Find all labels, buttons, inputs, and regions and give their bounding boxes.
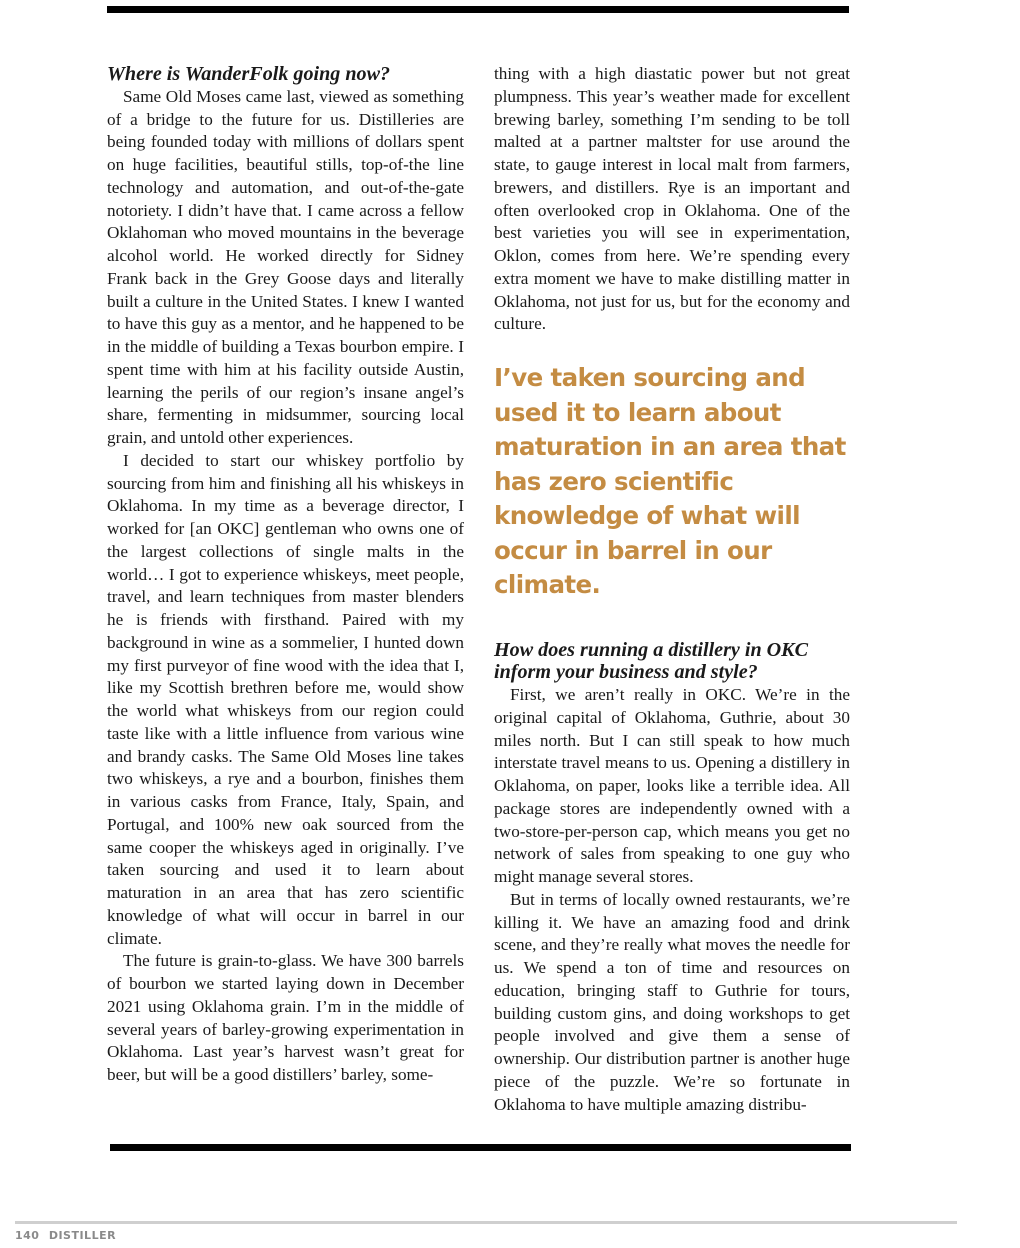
- body-paragraph-continued: thing with a high diastatic power but not great plumpness. This year’s weather made for excellent brewing barley, something I’m sending to be toll malted at a partner maltster for use around the state, to gauge interest in local malt from farmers, brewers, and distillers. Rye is an important and often overlooked crop in Oklahoma. One of the best varieties you will see in experimentation, Oklon, comes from here. We’re spending every extra moment we have to make distilling matter in Oklahoma, not just for us, but for the economy and culture.: [494, 64, 850, 334]
- interview-question: How does running a distillery in OKC inform your business and style?: [494, 638, 809, 684]
- body-paragraph: The future is grain-to-glass. We have 300 barrels of bourbon we started laying down in December 2021 using Oklahoma grain. I’m in the middle of several years of barley-growing experimentation in Oklahoma. Last year’s harvest wasn’t great for beer, but will be a good distillers’ barley, some-: [107, 951, 464, 1084]
- page-footer: [15, 1229, 121, 1242]
- pull-quote: I’ve taken sourcing and used it to learn about maturation in an area that has zero scientific knowledge of what will occur in barrel in our climate.: [494, 363, 846, 599]
- top-rule: [107, 6, 849, 13]
- body-paragraph: I decided to start our whiskey portfolio by sourcing from him and finishing all his whiskeys in Oklahoma. In my time as a beverage director, I worked for [an OKC] gentleman who owns one of the largest collections of single malts in the world… I got to experience whiskeys, meet people, travel, and learn techniques from master blenders he is friends with firsthand. Paired with my background in wine as a sommelier, I hunted down my first purveyor of fine wood with the idea that I, like my Scottish brethren before me, would show the world what whiskeys from our region could taste like with a little influence from various wine and brandy casks. The Same Old Moses line takes two whiskeys, a rye and a bourbon, finishes them in various casks from France, Italy, Spain, and Portugal, and 100% new oak sourced from the same cooper the whiskeys aged in originally. I’ve taken sourcing and used it to learn about maturation in an area that has zero scientific knowledge of what will occur in barrel in our climate.: [107, 450, 464, 948]
- body-paragraph: Same Old Moses came last, viewed as something of a bridge to the future for us. Distilleries are being founded today with millions of dollars spent on huge facilities, beautiful stills, top-of-the line technology and automation, and out-of-the-gate notoriety. I didn’t have that. I came across a fellow Oklahoman who moved mountains in the beverage alcohol world. He worked directly for Sidney Frank back in the Grey Goose days and literally built a culture in the United States. I knew I wanted to have this guy as a mentor, and he happened to be in the middle of building a Texas bourbon empire. I spent time with him at his facility outside Austin, learning the perils of our region’s insane angel’s share, fermenting in midsummer, sourcing local grain, and untold other experiences.: [107, 86, 464, 447]
- body-paragraph: First, we aren’t really in OKC. We’re in the original capital of Oklahoma, Guthrie, about 30 miles north. But I can still speak to how much interstate travel means to us. Opening a distillery in Oklahoma, on paper, looks like a terrible idea. All package stores are independently owned with a two-store-per-person cap, which means you get no network of sales from speaking to one guy who might manage several stores.: [494, 685, 850, 886]
- left-column: [107, 63, 464, 1087]
- body-paragraph: But in terms of locally owned restaurants, we’re killing it. We have an amazing food and drink scene, and they’re really what moves the needle for us. We spend a ton of time and resources on education, bringing staff to Guthrie for tours, building custom gins, and doing workshops to get people involved and give them a sense of ownership. Our distribution partner is another huge piece of the puzzle. We’re so fortunate in Oklahoma to have multiple amazing distribu-: [494, 889, 850, 1114]
- footer-rule: [15, 1221, 957, 1224]
- right-column: [494, 63, 850, 1116]
- interview-question: Where is WanderFolk going now?: [107, 63, 391, 85]
- page-number: 140: [15, 1229, 40, 1242]
- publication-name: DISTILLER: [48, 1229, 117, 1242]
- bottom-rule: [110, 1144, 851, 1151]
